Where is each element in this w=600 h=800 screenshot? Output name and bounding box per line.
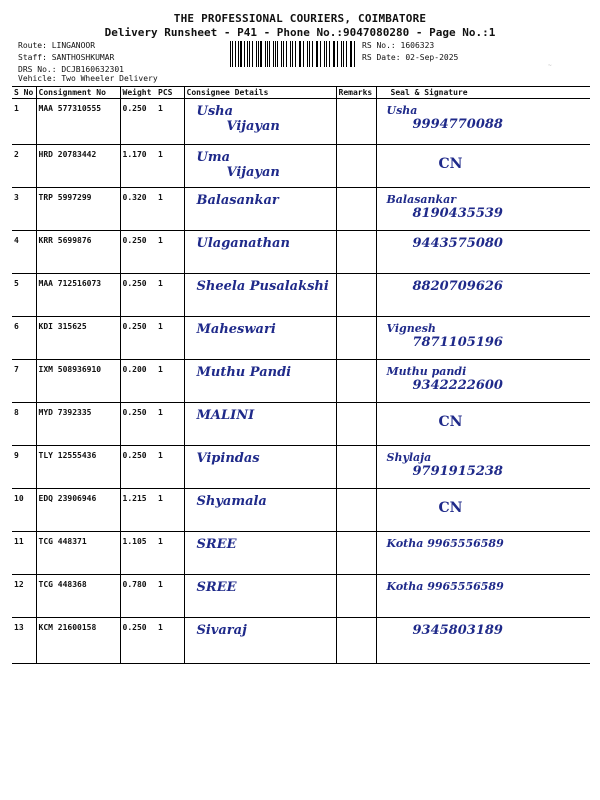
col-pcs: PCS	[156, 87, 184, 99]
sno-cell: 5	[12, 274, 36, 317]
signature-cell	[376, 360, 590, 403]
signature-cell	[376, 575, 590, 618]
table-header-row	[12, 87, 590, 99]
remarks-cell	[336, 188, 376, 231]
consignee-cell	[184, 317, 336, 360]
weight-cell: 0.250	[120, 274, 156, 317]
consignment-cell: EDQ 23906946	[36, 489, 120, 532]
consignee-name: Balasankar	[196, 193, 279, 208]
consignee-name-line2: Vijayan	[226, 165, 280, 180]
signature-cell	[376, 188, 590, 231]
remarks-cell	[336, 99, 376, 145]
consignee-cell	[184, 145, 336, 188]
pcs-cell: 1	[156, 532, 184, 575]
sno-cell: 13	[12, 618, 36, 664]
consignee-name: MALINI	[196, 408, 255, 423]
pcs-cell: 1	[156, 145, 184, 188]
consignee-cell	[184, 618, 336, 664]
remarks-cell	[336, 231, 376, 274]
weight-cell: 0.250	[120, 403, 156, 446]
col-seal: Seal & Signature	[376, 87, 590, 99]
consignee-cell	[184, 489, 336, 532]
col-sno: S No	[12, 87, 36, 99]
sno-cell: 9	[12, 446, 36, 489]
signature-cell	[376, 145, 590, 188]
table-row	[12, 274, 590, 317]
signature-name: Shylaja	[386, 451, 432, 464]
weight-cell: 0.200	[120, 360, 156, 403]
consignee-name: Uma	[196, 150, 231, 165]
signature-cell	[376, 489, 590, 532]
consignee-cell	[184, 575, 336, 618]
barcode	[230, 41, 358, 67]
table-row	[12, 446, 590, 489]
weight-cell: 1.170	[120, 145, 156, 188]
staff-text: Staff: SANTHOSHKUMAR	[18, 53, 115, 62]
signature-cell	[376, 231, 590, 274]
signature-phone: 8190435539	[412, 206, 503, 221]
remarks-cell	[336, 145, 376, 188]
consignee-name: Muthu Pandi	[196, 365, 292, 380]
remarks-cell	[336, 489, 376, 532]
table-row	[12, 188, 590, 231]
consignment-cell: HRD 20783442	[36, 145, 120, 188]
consignment-cell: MAA 712516073	[36, 274, 120, 317]
table-row	[12, 489, 590, 532]
consignee-name: Usha	[196, 104, 234, 119]
sno-cell: 8	[12, 403, 36, 446]
consignee-cell	[184, 188, 336, 231]
consignee-cell	[184, 231, 336, 274]
signature-phone: 7871105196	[412, 335, 503, 350]
consignment-cell: TLY 12555436	[36, 446, 120, 489]
signature-name: Kotha 9965556589	[386, 580, 504, 593]
rs-number: RS No.: 1606323	[362, 41, 435, 50]
consignee-name: Shyamala	[196, 494, 267, 509]
remarks-cell	[336, 618, 376, 664]
table-row	[12, 360, 590, 403]
consignee-name: SREE	[196, 580, 237, 595]
consignee-cell	[184, 532, 336, 575]
table-row	[12, 317, 590, 360]
table-row	[12, 403, 590, 446]
weight-cell: 0.250	[120, 618, 156, 664]
consignee-name: Vipindas	[196, 451, 260, 466]
consignment-cell: MYD 7392335	[36, 403, 120, 446]
signature-phone: 9791915238	[412, 464, 503, 479]
consignee-cell	[184, 403, 336, 446]
sno-cell: 7	[12, 360, 36, 403]
table-row	[12, 99, 590, 145]
consignee-name: Sivaraj	[196, 623, 247, 638]
signature-name: Muthu pandi	[386, 365, 467, 378]
weight-cell: 0.320	[120, 188, 156, 231]
col-weight: Weight	[120, 87, 156, 99]
pcs-cell: 1	[156, 360, 184, 403]
signature-phone: CN	[438, 414, 463, 430]
consignment-cell: IXM 508936910	[36, 360, 120, 403]
col-consignment: Consignment No	[36, 87, 120, 99]
signature-cell	[376, 99, 590, 145]
consignment-cell: TRP 5997299	[36, 188, 120, 231]
remarks-cell	[336, 274, 376, 317]
signature-phone: 9994770088	[412, 117, 503, 132]
consignee-cell	[184, 99, 336, 145]
weight-cell: 0.250	[120, 446, 156, 489]
table-row	[12, 145, 590, 188]
consignment-cell: KRR 5699876	[36, 231, 120, 274]
pcs-cell: 1	[156, 317, 184, 360]
drs-number: DRS No.: DCJB160632301	[18, 65, 124, 74]
sno-cell: 11	[12, 532, 36, 575]
signature-cell	[376, 446, 590, 489]
weight-cell: 0.250	[120, 317, 156, 360]
company-title: THE PROFESSIONAL COURIERS, COIMBATORE	[173, 12, 427, 25]
vehicle-text: Vehicle: Two Wheeler Delivery	[18, 74, 158, 83]
signature-cell	[376, 618, 590, 664]
pcs-cell: 1	[156, 188, 184, 231]
consignment-cell: KCM 21600158	[36, 618, 120, 664]
consignment-cell: MAA 577310555	[36, 99, 120, 145]
consignee-name-line2: Vijayan	[226, 119, 280, 134]
signature-phone: 8820709626	[412, 279, 503, 294]
rs-date: RS Date: 02-Sep-2025	[362, 53, 459, 62]
sno-cell: 2	[12, 145, 36, 188]
signature-phone: CN	[438, 156, 463, 172]
consignment-cell: TCG 448371	[36, 532, 120, 575]
consignee-cell	[184, 446, 336, 489]
signature-cell	[376, 403, 590, 446]
col-remarks: Remarks	[336, 87, 376, 99]
pcs-cell: 1	[156, 489, 184, 532]
sno-cell: 3	[12, 188, 36, 231]
sno-cell: 12	[12, 575, 36, 618]
pcs-cell: 1	[156, 231, 184, 274]
consignee-cell	[184, 274, 336, 317]
signature-name: Usha	[386, 104, 418, 117]
pcs-cell: 1	[156, 99, 184, 145]
weight-cell: 1.105	[120, 532, 156, 575]
table-row	[12, 575, 590, 618]
signature-name: Balasankar	[386, 193, 457, 206]
runsheet-title: Delivery Runsheet - P41 - Phone No.:9047080280 - Page No.:1	[104, 26, 496, 39]
runsheet-info-left	[18, 40, 124, 76]
sno-cell: 1	[12, 99, 36, 145]
signature-phone: 9342222600	[412, 378, 503, 393]
signature-phone: 9345803189	[412, 623, 503, 638]
pcs-cell: 1	[156, 575, 184, 618]
consignee-name: SREE	[196, 537, 237, 552]
consignee-name: Ulaganathan	[196, 236, 290, 251]
signature-phone: CN	[438, 500, 463, 516]
sno-cell: 4	[12, 231, 36, 274]
signature-phone: 9443575080	[412, 236, 503, 251]
route-text: Route: LINGANOOR	[18, 41, 96, 50]
signature-name: Kotha 9965556589	[386, 537, 504, 550]
signature-name: Vignesh	[386, 322, 436, 335]
runsheet-table	[12, 86, 590, 664]
sno-cell: 10	[12, 489, 36, 532]
remarks-cell	[336, 446, 376, 489]
remarks-cell	[336, 575, 376, 618]
remarks-cell	[336, 317, 376, 360]
weight-cell: 1.215	[120, 489, 156, 532]
table-row	[12, 618, 590, 664]
pcs-cell: 1	[156, 446, 184, 489]
remarks-cell	[336, 360, 376, 403]
weight-cell: 0.250	[120, 99, 156, 145]
signature-cell	[376, 274, 590, 317]
consignee-cell	[184, 360, 336, 403]
pcs-cell: 1	[156, 403, 184, 446]
signature-cell	[376, 317, 590, 360]
pcs-cell: 1	[156, 618, 184, 664]
corner-mark: ~	[548, 62, 552, 69]
consignment-cell: KDI 315625	[36, 317, 120, 360]
pcs-cell: 1	[156, 274, 184, 317]
sno-cell: 6	[12, 317, 36, 360]
remarks-cell	[336, 532, 376, 575]
table-row	[12, 532, 590, 575]
consignee-name: Maheswari	[196, 322, 276, 337]
consignee-name: Sheela Pusalakshi	[196, 279, 329, 294]
table-row	[12, 231, 590, 274]
signature-cell	[376, 532, 590, 575]
runsheet-info-right	[362, 40, 458, 64]
weight-cell: 0.780	[120, 575, 156, 618]
consignment-cell: TCG 448368	[36, 575, 120, 618]
remarks-cell	[336, 403, 376, 446]
col-consignee: Consignee Details	[184, 87, 336, 99]
weight-cell: 0.250	[120, 231, 156, 274]
